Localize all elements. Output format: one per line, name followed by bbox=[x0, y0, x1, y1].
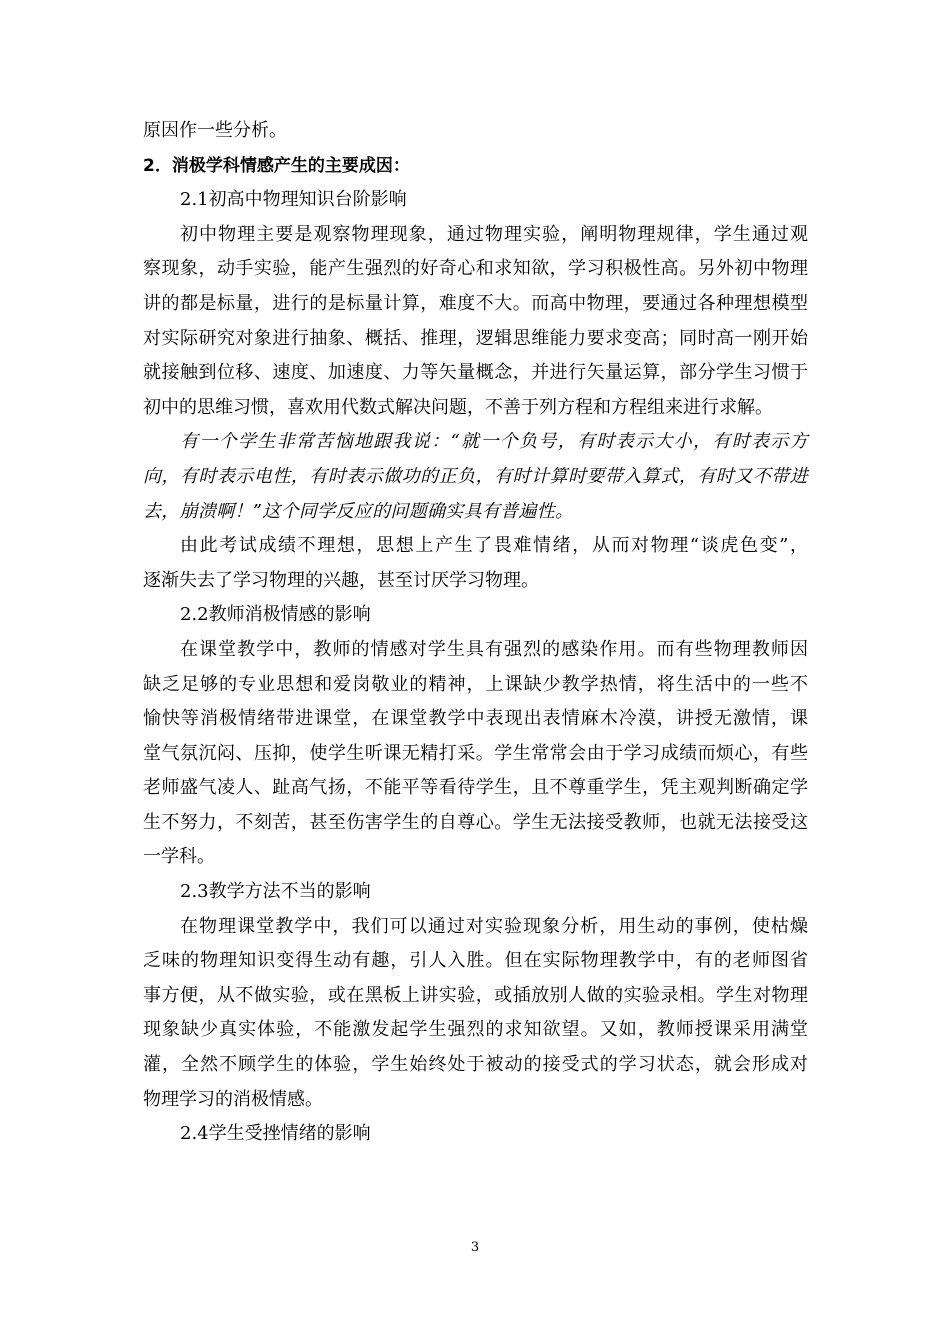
text-line: 物理学习的消极情感。 bbox=[143, 1088, 323, 1110]
text-line: 堂气氛沉闷、压抑，使学生听课无精打采。学生常常会由于学习成绩而烦心，有些 bbox=[143, 742, 808, 764]
text-line: 就接触到位移、速度、加速度、力等矢量概念，并进行矢量运算，部分学生习惯于 bbox=[143, 362, 808, 384]
text-line: 在课堂教学中，教师的情感对学生具有强烈的感染作用。而有些物理教师因 bbox=[180, 638, 808, 660]
quote-line: 去，崩溃啊！”这个同学反应的问题确实具有普遍性。 bbox=[143, 500, 574, 522]
text-line: 灌，全然不顾学生的体验，学生始终处于被动的接受式的学习状态，就会形成对 bbox=[143, 1054, 808, 1076]
text-line: 察现象，动手实验，能产生强烈的好奇心和求知欲，学习积极性高。另外初中物理 bbox=[143, 258, 808, 280]
text-line: 初中的思维习惯，喜欢用代数式解决问题，不善于列方程和方程组来进行求解。 bbox=[143, 396, 773, 418]
text-line: 现象缺少真实体验，不能激发起学生强烈的求知欲望。又如，教师授课采用满堂 bbox=[143, 1019, 808, 1041]
page-number: 3 bbox=[470, 1240, 480, 1255]
text-line: 讲的都是标量，进行的是标量计算，难度不大。而高中物理，要通过各种理想模型 bbox=[143, 292, 808, 314]
text-line: 初中物理主要是观察物理现象，通过物理实验，阐明物理规律，学生通过观 bbox=[180, 223, 808, 245]
quote-line: 有一个学生非常苦恼地跟我说：“就一个负号，有时表示大小，有时表示方 bbox=[180, 431, 808, 453]
text-line: 生不努力，不刻苦，甚至伤害学生的自尊心。学生无法接受教师，也就无法接受这 bbox=[143, 811, 808, 833]
subsection-heading: 2.3教学方法不当的影响 bbox=[180, 881, 371, 903]
text-line: 一学科。 bbox=[143, 846, 215, 868]
text-line: 由此考试成绩不理想，思想上产生了畏难情绪，从而对物理“谈虎色变”， bbox=[180, 535, 808, 557]
text-line: 对实际研究对象进行抽象、概括、推理，逻辑思维能力要求变高；同时高一刚开始 bbox=[143, 327, 808, 349]
text-line: 缺乏足够的专业思想和爱岗敬业的精神，上课缺少教学热情，将生活中的一些不 bbox=[143, 673, 808, 695]
section-heading: 2．消极学科情感产生的主要成因： bbox=[143, 155, 410, 176]
text-line: 乏味的物理知识变得生动有趣，引人入胜。但在实际物理教学中，有的老师图省 bbox=[143, 950, 808, 972]
text-line: 原因作一些分析。 bbox=[143, 120, 287, 141]
subsection-heading: 2.2教师消极情感的影响 bbox=[180, 604, 371, 626]
text-line: 事方便，从不做实验，或在黑板上讲实验，或插放别人做的实验录相。学生对物理 bbox=[143, 984, 808, 1006]
subsection-heading: 2.4学生受挫情绪的影响 bbox=[180, 1123, 371, 1145]
text-line: 逐渐失去了学习物理的兴趣，甚至讨厌学习物理。 bbox=[143, 569, 539, 591]
quote-line: 向，有时表示电性，有时表示做功的正负，有时计算时要带入算式，有时又不带进 bbox=[143, 465, 808, 487]
document-body bbox=[143, 114, 808, 1152]
text-line: 在物理课堂教学中，我们可以通过对实验现象分析，用生动的事例，使枯燥 bbox=[180, 915, 808, 937]
text-line: 老师盛气凌人、趾高气扬，不能平等看待学生，且不尊重学生，凭主观判断确定学 bbox=[143, 777, 808, 799]
text-line: 愉快等消极情绪带进课堂，在课堂教学中表现出表情麻木冷漠，讲授无激情，课 bbox=[143, 708, 808, 730]
subsection-heading: 2.1初高中物理知识台阶影响 bbox=[180, 189, 407, 211]
